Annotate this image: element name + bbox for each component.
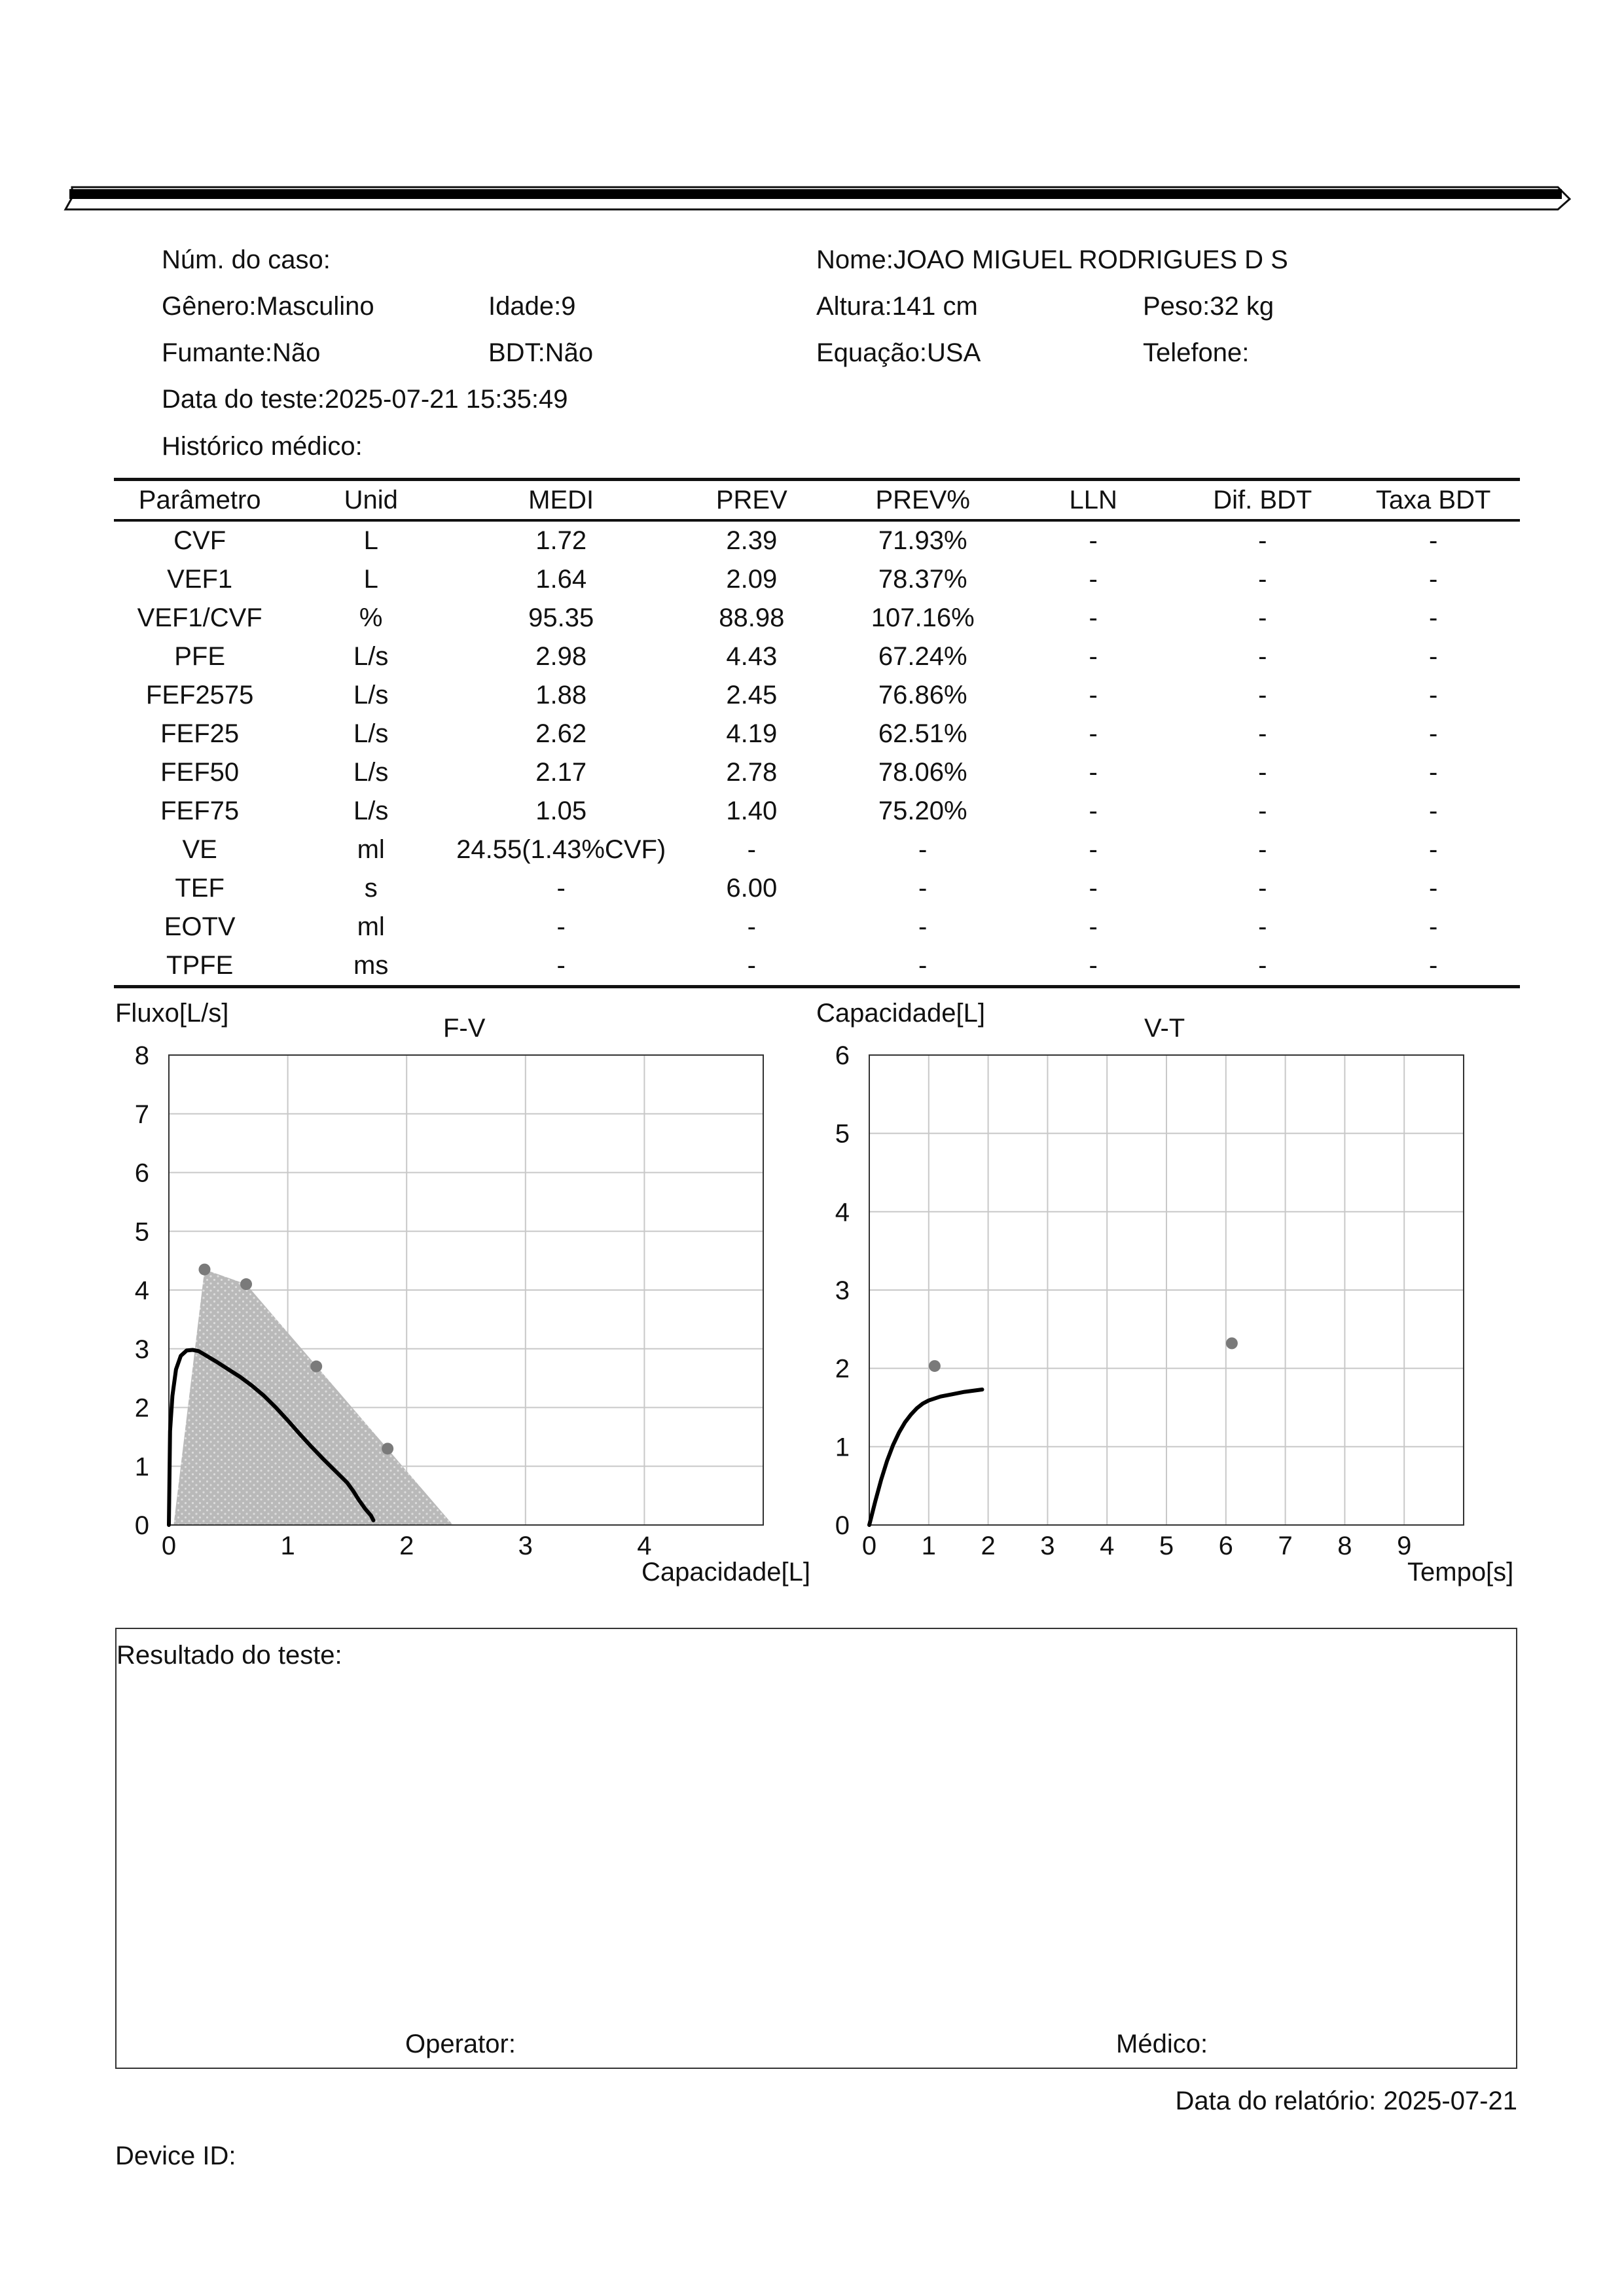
table-cell: EOTV [164,912,236,941]
y-tick-label: 5 [134,1217,149,1247]
table-cell: - [1089,719,1098,748]
table-cell: - [1258,681,1267,709]
table-cell: - [1258,603,1267,632]
table-cell: - [1346,946,1520,987]
y-tick-label: 3 [835,1276,850,1305]
patient-weight: Peso:32 kg [1143,292,1274,321]
x-tick-label: 3 [518,1532,533,1560]
test-result-box [115,1628,1517,2069]
x-tick-label: 2 [981,1532,996,1560]
patient-height: Altura:141 cm [816,292,978,321]
test-result-label: Resultado do teste: [117,1641,342,1670]
table-cell: s [364,874,378,903]
table-cell: - [1258,874,1267,903]
table-cell: - [1428,642,1438,671]
table-cell: - [1428,912,1438,941]
fv-title: F-V [443,1014,486,1043]
table-cell: - [1428,565,1438,594]
table-cell: 75.20% [878,797,967,825]
table-cell: - [1428,835,1438,864]
column-header: Parâmetro [114,480,285,521]
report-date: Data do relatório: 2025-07-21 [1175,2087,1517,2115]
table-cell: L [363,565,378,594]
column-header: Taxa BDT [1346,480,1520,521]
table-cell: 107.16% [871,603,975,632]
table-cell: 62.51% [878,719,967,748]
table-cell: ml [357,835,385,864]
y-tick-label: 0 [835,1511,850,1540]
y-tick-label: 8 [134,1041,149,1070]
table-cell: 4.43 [726,642,778,671]
table-cell: - [666,946,837,987]
predicted-point [929,1360,941,1372]
table-cell: - [556,874,566,903]
table-cell: - [1428,797,1438,825]
predicted-area [173,1270,453,1525]
table-cell: - [1428,874,1438,903]
device-id-label: Device ID: [115,2142,236,2170]
table-cell: - [1089,526,1098,555]
table-cell: - [1089,835,1098,864]
table-cell: - [837,946,1008,987]
table-cell: - [1089,912,1098,941]
y-tick-label: 6 [835,1041,850,1070]
table-cell: - [1428,526,1438,555]
x-tick-label: 5 [1159,1532,1174,1560]
table-cell: - [1008,946,1178,987]
table-cell: L/s [353,758,389,787]
table-cell: FEF50 [160,758,240,787]
table-cell: - [1089,603,1098,632]
table-cell: - [1089,797,1098,825]
table-cell: - [1428,719,1438,748]
table-cell: - [1258,835,1267,864]
table-cell: - [1258,642,1267,671]
table-cell: L/s [353,642,389,671]
x-tick-label: 0 [161,1532,177,1560]
column-header: Unid [285,480,456,521]
table-cell: - [556,912,566,941]
table-cell: - [918,835,928,864]
table-cell: ml [357,912,385,941]
table-cell: - [1089,758,1098,787]
table-cell: ms [285,946,456,987]
column-header: Dif. BDT [1178,480,1346,521]
table-cell: - [1428,681,1438,709]
table-cell: - [918,874,928,903]
table-cell: - [1089,642,1098,671]
table-cell: CVF [173,526,226,555]
table-cell: FEF75 [160,797,240,825]
table-cell: 24.55(1.43%CVF) [456,835,666,864]
vt-xlabel: Tempo[s] [1407,1558,1514,1587]
table-cell: - [1089,681,1098,709]
column-header: LLN [1008,480,1178,521]
table-cell: - [1178,946,1346,987]
x-tick-label: 8 [1337,1532,1352,1560]
table-cell: VEF1/CVF [137,603,262,632]
table-cell: 71.93% [878,526,967,555]
predicted-point [310,1361,322,1372]
table-cell: 78.06% [878,758,967,787]
y-tick-label: 7 [134,1100,149,1129]
patient-age: Idade:9 [488,292,576,321]
table-cell: 76.86% [878,681,967,709]
table-cell: 2.98 [535,642,587,671]
x-tick-label: 4 [637,1532,652,1560]
table-cell: - [1089,874,1098,903]
table-cell: 2.39 [726,526,778,555]
x-tick-label: 2 [399,1532,414,1560]
patient-phone: Telefone: [1143,338,1250,367]
table-cell: 95.35 [528,603,594,632]
y-tick-label: 5 [835,1119,850,1149]
vt-ylabel: Capacidade[L] [816,999,985,1028]
vt-title: V-T [1144,1014,1185,1043]
test-date: Data do teste:2025-07-21 15:35:49 [162,385,568,414]
table-cell: FEF25 [160,719,240,748]
table-cell: - [456,946,666,987]
x-tick-label: 1 [280,1532,295,1560]
column-header: PREV% [837,480,1008,521]
predicted-point [1226,1337,1238,1349]
predicted-point [240,1278,252,1290]
table-cell: 1.88 [535,681,587,709]
table-cell: L [363,526,378,555]
table-cell: FEF2575 [145,681,254,709]
fv-ylabel: Fluxo[L/s] [115,999,229,1028]
table-cell: - [1258,565,1267,594]
table-cell: - [1428,758,1438,787]
patient-equation: Equação:USA [816,338,981,367]
table-cell: - [1089,565,1098,594]
table-cell: 67.24% [878,642,967,671]
x-tick-label: 1 [921,1532,936,1560]
table-cell: PFE [174,642,226,671]
fv-xlabel: Capacidade[L] [641,1558,810,1587]
table-cell: 6.00 [726,874,778,903]
table-cell: 1.72 [535,526,587,555]
case-number-label: Núm. do caso: [162,245,331,274]
y-tick-label: 0 [134,1511,149,1540]
medical-history-label: Histórico médico: [162,432,363,461]
column-header: MEDI [456,480,666,521]
flow-volume-chart [135,1041,763,1560]
table-cell: 2.09 [726,565,778,594]
table-cell: - [1428,603,1438,632]
operator-label: Operator: [405,2030,516,2058]
table-cell: - [1258,758,1267,787]
table-cell: L/s [353,797,389,825]
column-header: PREV [666,480,837,521]
volume-time-chart [835,1041,1464,1560]
y-tick-label: 1 [835,1433,850,1462]
y-tick-label: 4 [835,1198,850,1227]
patient-gender: Gênero:Masculino [162,292,374,321]
doctor-label: Médico: [1116,2030,1208,2058]
table-cell: 1.64 [535,565,587,594]
table-cell: 4.19 [726,719,778,748]
table-cell: 2.45 [726,681,778,709]
table-cell: - [918,912,928,941]
x-tick-label: 0 [861,1532,877,1560]
x-tick-label: 9 [1397,1532,1412,1560]
table-cell: VEF1 [167,565,233,594]
table-cell: L/s [353,719,389,748]
x-tick-label: 7 [1278,1532,1293,1560]
y-tick-label: 3 [134,1335,149,1364]
table-cell: - [1258,912,1267,941]
patient-bdt: BDT:Não [488,338,594,367]
y-tick-label: 6 [134,1158,149,1188]
x-tick-label: 6 [1218,1532,1233,1560]
y-tick-label: 1 [134,1452,149,1482]
table-cell: 1.05 [535,797,587,825]
table-cell: L/s [353,681,389,709]
table-cell: VE [182,835,217,864]
table-cell: 1.40 [726,797,778,825]
table-cell: - [747,835,756,864]
table-cell: 2.17 [535,758,587,787]
y-tick-label: 4 [134,1276,149,1305]
patient-smoker: Fumante:Não [162,338,321,367]
x-tick-label: 4 [1100,1532,1115,1560]
table-cell: % [359,603,383,632]
measured-curve [869,1390,983,1525]
table-cell: TPFE [114,946,285,987]
table-cell: - [1258,797,1267,825]
y-tick-label: 2 [134,1393,149,1423]
table-cell: 88.98 [719,603,785,632]
table-cell: - [747,912,756,941]
table-cell: TEF [175,874,225,903]
patient-name: Nome:JOAO MIGUEL RODRIGUES D S [816,245,1288,274]
predicted-point [382,1443,393,1454]
table-cell: - [1258,719,1267,748]
table-cell: - [1258,526,1267,555]
table-cell: 2.78 [726,758,778,787]
predicted-point [198,1264,210,1276]
table-cell: 2.62 [535,719,587,748]
table-cell: 78.37% [878,565,967,594]
x-tick-label: 3 [1040,1532,1055,1560]
y-tick-label: 2 [835,1354,850,1384]
